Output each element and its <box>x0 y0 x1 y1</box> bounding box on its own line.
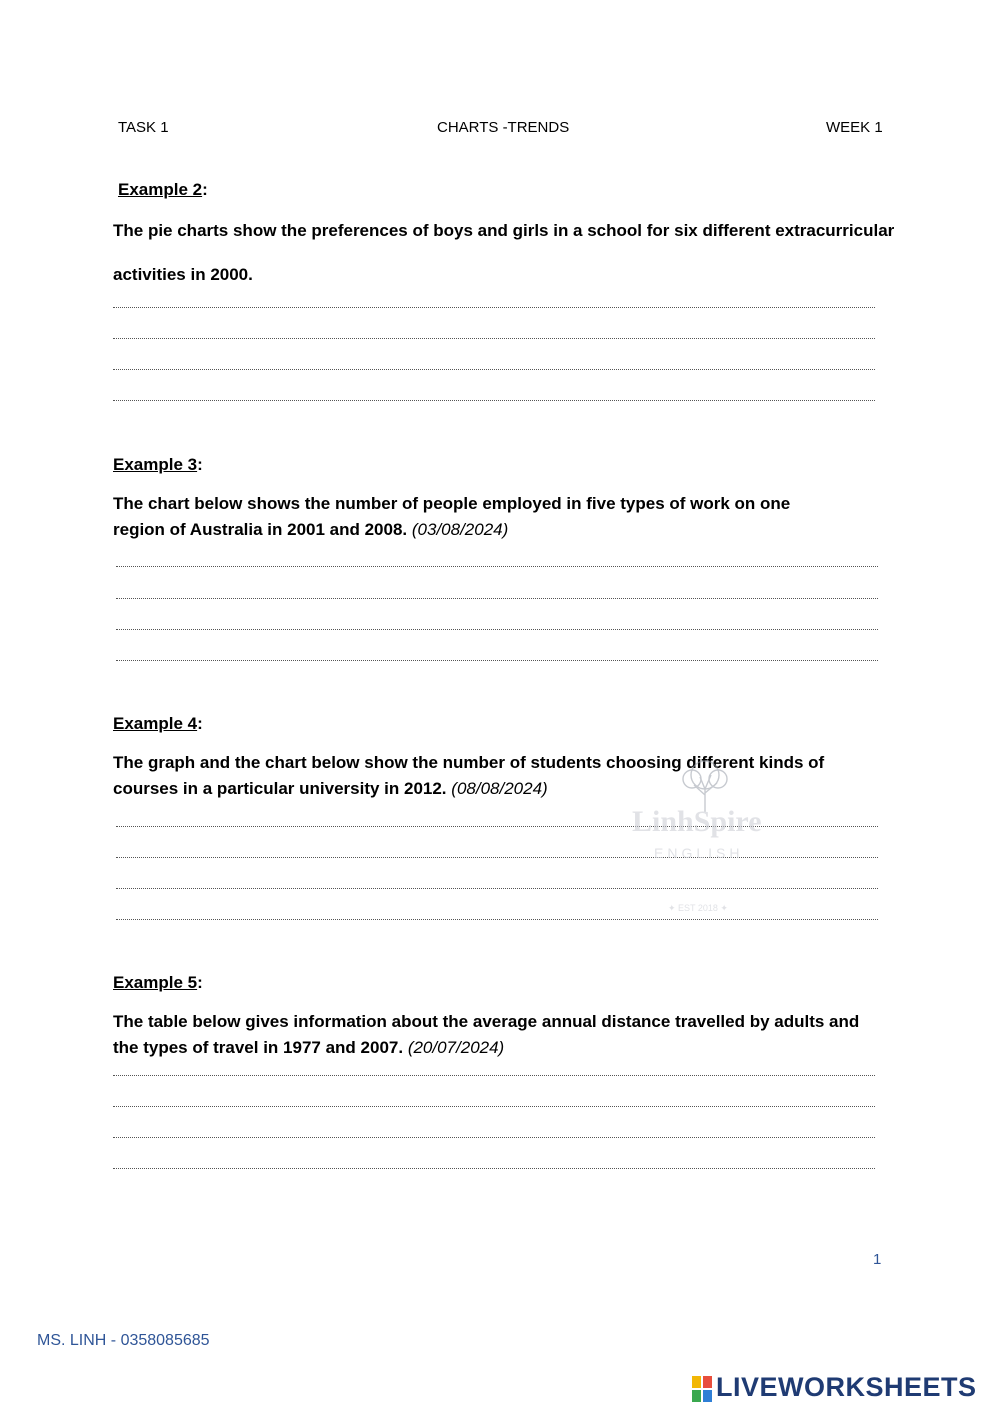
example-2-title <box>118 180 208 200</box>
teacher-contact: MS. LINH - 0358085685 <box>37 1332 210 1349</box>
answer-line[interactable] <box>116 660 878 661</box>
example-4-label: Example 4 <box>113 714 198 733</box>
example-2-label: Example 2 <box>118 180 203 199</box>
answer-line[interactable] <box>113 338 875 339</box>
example-2-colon: : <box>202 180 208 199</box>
example-2-prompt-line2: activities in 2000. <box>113 265 253 284</box>
answer-line[interactable] <box>113 1168 875 1169</box>
example-4-prompt-text: The graph and the chart below show the number of students choosing different kinds of courses in a particular university in 2012. <box>113 753 825 798</box>
answer-line[interactable] <box>113 400 875 401</box>
example-3-prompt <box>113 491 823 543</box>
example-3-title <box>113 455 203 475</box>
answer-line[interactable] <box>116 629 878 630</box>
answer-line[interactable] <box>113 307 875 308</box>
header-task: TASK 1 <box>118 119 169 136</box>
example-4-title <box>113 714 203 734</box>
example-4-colon: : <box>197 714 203 733</box>
watermark-est-text: EST 2018 <box>678 903 718 913</box>
answer-line[interactable] <box>113 1106 875 1107</box>
example-3-colon: : <box>197 455 203 474</box>
watermark-est: ✦ EST 2018 ✦ <box>668 903 728 913</box>
example-4-date: (08/08/2024) <box>451 779 548 798</box>
answer-line[interactable] <box>113 1075 875 1076</box>
example-3-prompt-text: The chart below shows the number of people employed in five types of work on one region of Australia in 2001 and 2008. <box>113 494 791 539</box>
example-5-title <box>113 973 203 993</box>
answer-line[interactable] <box>116 598 878 599</box>
answer-line[interactable] <box>116 566 878 567</box>
logo-square-yellow <box>692 1376 701 1388</box>
liveworksheets-brand[interactable]: LIVEWORKSHEETS <box>716 1372 977 1402</box>
example-2-prompt: The pie charts show the preferences of boys and girls in a school for six different extracurricular <box>113 221 895 240</box>
logo-square-blue <box>703 1390 712 1402</box>
example-5-label: Example 5 <box>113 973 198 992</box>
example-5-prompt <box>113 1009 868 1061</box>
example-3-date: (03/08/2024) <box>411 520 509 539</box>
example-5-colon: : <box>197 973 203 992</box>
answer-line[interactable] <box>113 1137 875 1138</box>
example-5-prompt-text: The table below gives information about the average annual distance travelled by adults and the types of travel in 1977 and 2007. <box>113 1012 860 1057</box>
watermark-logo <box>630 755 780 920</box>
logo-square-red <box>703 1376 712 1388</box>
answer-line[interactable] <box>113 369 875 370</box>
watermark-sub: ENGLISH <box>654 845 744 861</box>
header-week: WEEK 1 <box>826 119 883 136</box>
example-3-label: Example 3 <box>113 455 198 474</box>
logo-square-green <box>692 1390 701 1402</box>
example-5-date: (20/07/2024) <box>407 1038 505 1057</box>
header-title: CHARTS -TRENDS <box>437 119 570 136</box>
liveworksheets-logo-icon <box>692 1376 712 1402</box>
watermark-name: LinhSpire <box>632 805 762 838</box>
page-number: 1 <box>873 1251 882 1268</box>
